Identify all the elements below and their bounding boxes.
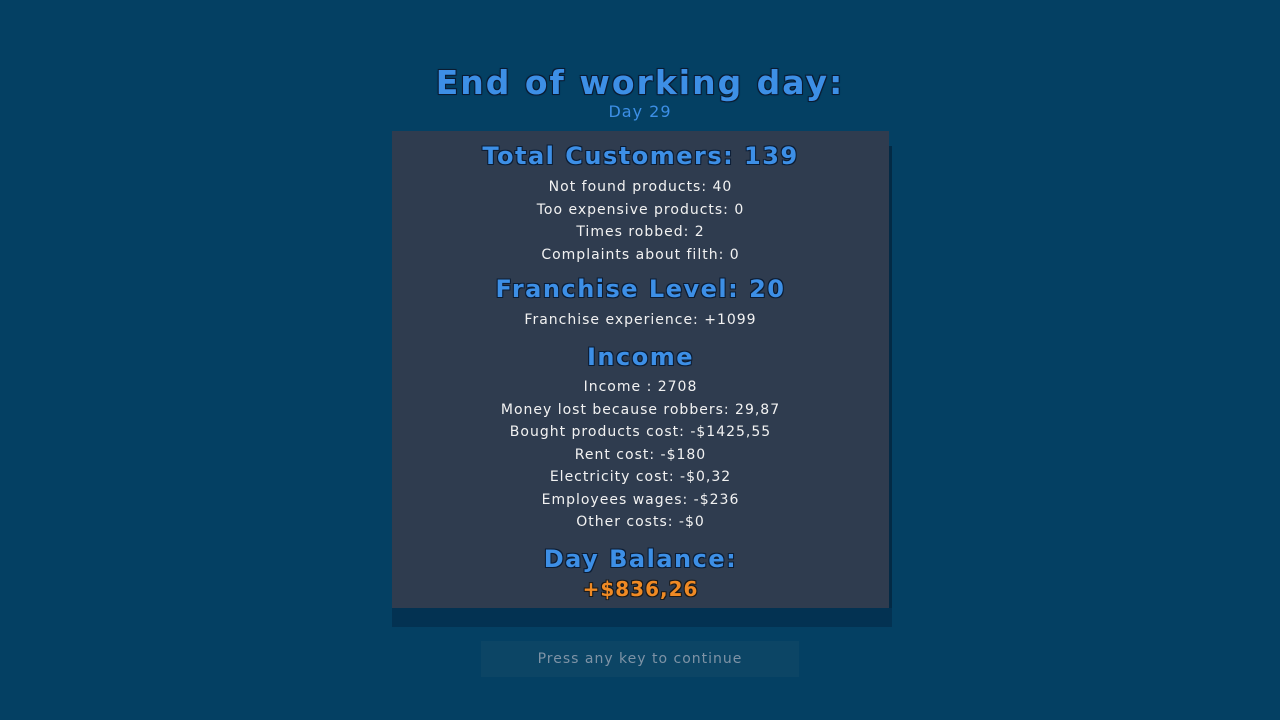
stat-money-lost-robbers: Money lost because robbers: 29,87 [500, 402, 781, 418]
franchise-level-heading: Franchise Level: 20 [495, 275, 786, 303]
stat-not-found-products: Not found products: 40 [548, 179, 733, 195]
stat-other-costs: Other costs: -$0 [576, 514, 705, 530]
stat-bought-products-cost: Bought products cost: -$1425,55 [509, 424, 772, 440]
stat-electricity-cost: Electricity cost: -$0,32 [549, 469, 732, 485]
day-label: Day 29 [608, 102, 672, 121]
day-balance-value: +$836,26 [582, 577, 699, 601]
stat-rent-cost: Rent cost: -$180 [574, 447, 707, 463]
stat-complaints-filth: Complaints about filth: 0 [541, 247, 740, 263]
panel-bottom-shadow [392, 608, 892, 627]
day-balance-heading: Day Balance: [543, 545, 738, 573]
continue-button[interactable]: Press any key to continue [481, 641, 799, 677]
stat-too-expensive-products: Too expensive products: 0 [536, 202, 745, 218]
panel-edge-shadow [889, 146, 892, 610]
stat-times-robbed: Times robbed: 2 [576, 224, 705, 240]
page-title: End of working day: [435, 63, 845, 102]
stat-franchise-experience: Franchise experience: +1099 [524, 312, 757, 328]
summary-panel [392, 131, 889, 608]
stat-employees-wages: Employees wages: -$236 [541, 492, 740, 508]
income-heading: Income [586, 343, 694, 371]
stat-income: Income : 2708 [583, 379, 698, 395]
total-customers-heading: Total Customers: 139 [482, 142, 799, 170]
